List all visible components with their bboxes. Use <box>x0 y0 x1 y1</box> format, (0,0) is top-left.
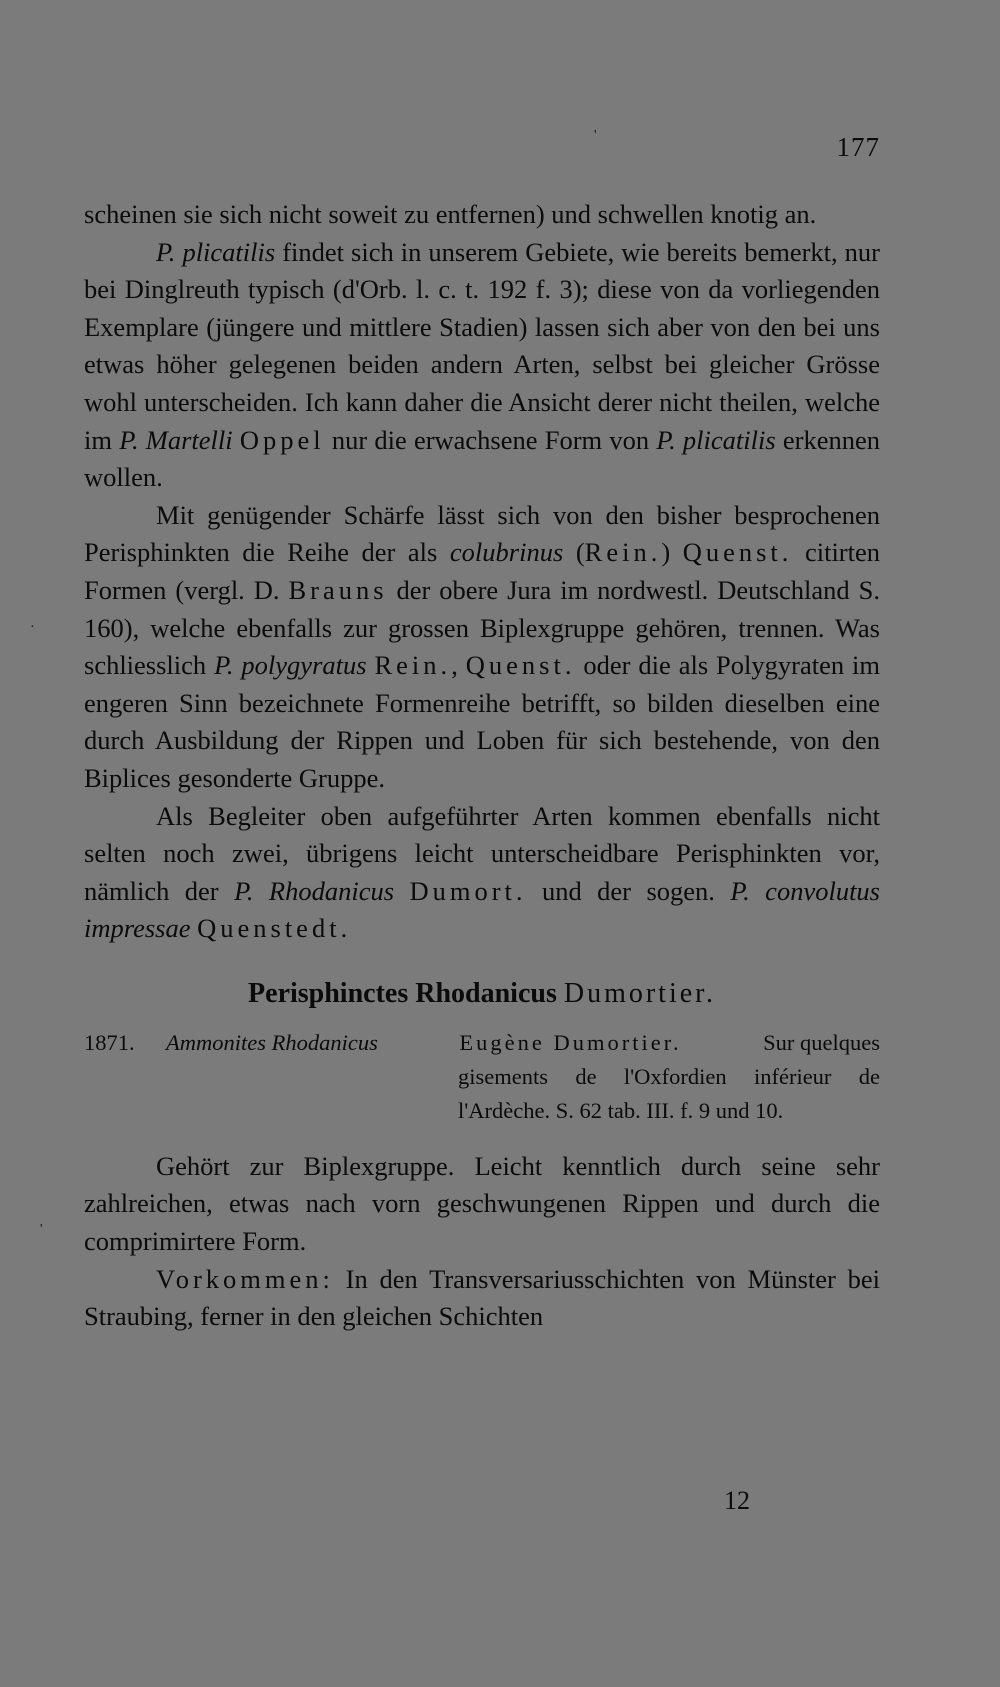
author-name: Quenst. <box>465 650 576 681</box>
paragraph-text: ( <box>563 537 585 568</box>
paragraph-text <box>367 650 375 680</box>
heading-title: Perisphinctes Rhodanicus <box>248 977 557 1009</box>
signature-mark: 12 <box>724 1486 750 1515</box>
species-name: P. plicatilis <box>656 424 776 455</box>
species-name: P. <box>156 236 176 267</box>
paragraph-text: der obere Jura im nordwestl. Deutschland S. 160), welche ebenfalls zur grossen Biplexgruppe gehören, trennen. Was schliesslich <box>84 574 880 681</box>
author-name: Quenst. <box>682 537 793 568</box>
synonymy-body <box>166 1026 880 1128</box>
paragraph-text: scheinen sie sich nicht soweit zu entfernen) und schwellen knotig an. <box>84 199 817 229</box>
synonymy-year: 1871. <box>84 1029 135 1055</box>
paragraph-text: . <box>340 913 348 944</box>
paragraph <box>84 234 880 497</box>
occurrence-label: Vorkommen: <box>156 1263 334 1294</box>
paragraph-text <box>394 876 409 906</box>
speck-mark: ' <box>594 128 597 143</box>
paragraph-text: In den Transversariusschichten von Münster bei Straubing, ferner in den gleichen Schichten <box>84 1263 880 1332</box>
paragraph-text: und der sogen. <box>526 875 731 906</box>
paragraph-text: erkennen wollen. <box>84 424 880 493</box>
paragraph-text: Als Begleiter oben aufgeführter Arten kommen ebenfalls nicht selten noch zwei, übrigens leicht unterscheidbare Perisphinkten vor, nämlich der <box>84 800 880 906</box>
species-name: plicatilis <box>182 236 276 267</box>
species-name: P. Martelli <box>119 424 233 455</box>
speck-mark: ' <box>40 1222 43 1237</box>
species-name: P. polygyratus <box>214 650 367 681</box>
paragraph-text: Mit genügender Schärfe lässt sich von den bisher besprochenen Perisphinkten die Reihe der als <box>84 499 880 568</box>
author-name: Rein. <box>584 537 662 568</box>
page-text <box>84 196 880 1336</box>
author-name: Dumort. <box>409 875 527 906</box>
synonymy-text: gisements de l'Oxfordien inférieur de l'Ardèche. S. 62 tab. III. f. 9 und 10. <box>458 1063 880 1123</box>
paragraph-text: oder die als Polygyraten im engeren Sinn bezeichnete Formenreihe betrifft, so bilden dieselben eine durch Ausbildung der Rippen und Loben für sich bestehende, von den Biplices gesonderte Gruppe. <box>84 650 881 793</box>
synonymy-first-line <box>166 1026 880 1060</box>
paragraph-text: citirten Formen (vergl. D. <box>84 537 881 605</box>
paragraph <box>84 497 880 798</box>
section-heading <box>84 974 880 1014</box>
page-number: 177 <box>836 132 880 162</box>
paragraph-text: ) <box>661 537 683 568</box>
paragraph-text: findet sich in unserem Gebiete, wie bereits bemerkt, nur bei Dinglreuth typisch (d'Orb. l. c. t. 192 f. 3); diese von da vorliegenden Exemplare (jüngere und mittlere Stadien) lassen sich aber von den bei uns etwas höher gelegenen beiden andern Arten, selbst bei gleicher Grösse wohl unterscheiden. Ich kann daher die Ansicht derer nicht theilen, welche im <box>84 236 880 455</box>
paragraph-text: , <box>451 650 466 681</box>
species-name: P. convolutus impressae <box>84 875 880 944</box>
paragraph <box>84 1261 880 1336</box>
author-name: Eugène Dumortier. <box>459 1029 682 1055</box>
author-name: Rein. <box>374 650 452 681</box>
author-name: Oppel <box>239 424 325 455</box>
species-name: Ammonites Rhodanicus <box>166 1029 378 1055</box>
paragraph-text: Gehört zur Biplexgruppe. Leicht kenntlich durch seine sehr zahlreichen, etwas nach vorn geschwungenen Rippen und durch die comprimirtere Form. <box>84 1150 880 1257</box>
paragraph <box>84 1148 880 1261</box>
species-name: P. Rhodanicus <box>234 875 395 906</box>
author-name: Quenstedt <box>197 913 341 944</box>
heading-author: Dumortier. <box>563 977 716 1009</box>
paragraph <box>84 798 880 948</box>
synonymy-entry <box>84 1026 880 1128</box>
species-name: colubrinus <box>449 537 564 568</box>
speck-mark: · <box>30 620 35 635</box>
paragraph-text: nur die erwachsene Form von <box>324 424 657 455</box>
author-name: Brauns <box>288 574 388 605</box>
paragraph <box>84 196 880 234</box>
synonymy-text: Sur quelques <box>763 1029 880 1055</box>
